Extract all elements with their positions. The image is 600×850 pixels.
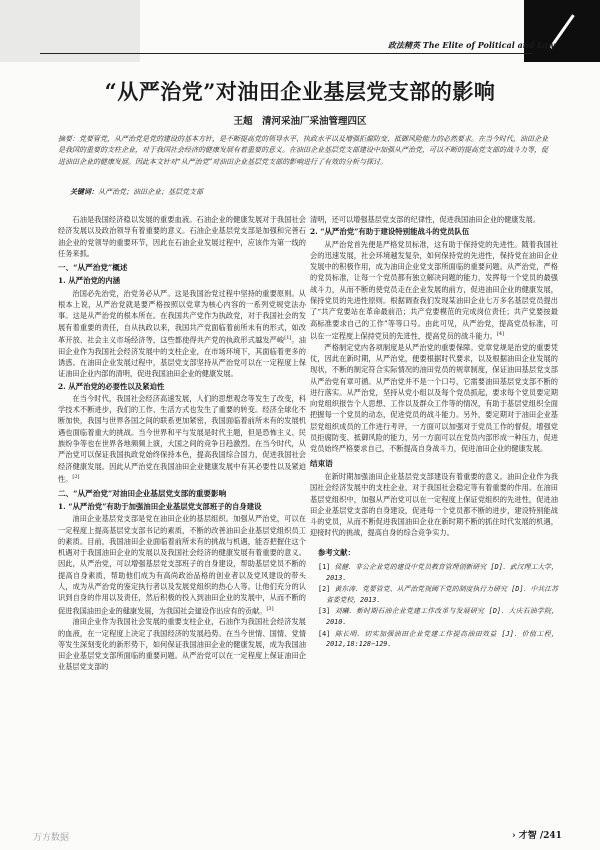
source-watermark: 万方数据 (33, 833, 70, 843)
paragraph-1-1-text-cont: 。油田企业作为我国社会经济发展中的支柱企业，在市场环境下，其面临着更多的诱惑。在油田企业发展过程中，基层党支部坚持从严治党可以在一定程度上保证油田企业内部的清明，促进我国油田企业的健康发展。 (58, 335, 306, 379)
citation-1: [1] (284, 334, 292, 341)
paragraph-2-1 (58, 513, 306, 616)
keywords (70, 187, 203, 197)
reference-item: [1] 侯健．非公企业党的建设中党员教育管理创新研究 [D]．武汉理工大学，2013. (318, 563, 558, 582)
left-column (58, 214, 306, 673)
citation-3: [3] (266, 605, 274, 612)
header-rule (40, 53, 532, 54)
paragraph-2-1b: 油田企业作为我国社会发展的重要支柱企业，石油作为我国社会经济发展的血液，在一定程度上决定了我国经济的发展趋势。在当今世情、国情、党情等发生深刻变化的新形势下，如何保证我国油田企业的健康发展，成为我国油田企业基层党支部所面临的重要问题。从严治党可以在一定程度上保证油田企业基层党支部的 (58, 617, 306, 672)
paragraph-1-1 (58, 288, 306, 380)
subsection-heading-1-2: 2. 从严治党的必要性以及紧迫性 (58, 381, 165, 391)
subsection-heading-2-1: 1. “从严治党”有助于加强油田企业基层党支部班子的自身建设 (58, 501, 262, 511)
paragraph-1-2-text: 在当今时代，我国社会经济高速发展，人们的思想观念等发生了改变，科学技术不断进步，我们的工作、生活方式也发生了重要的转变。经济全球化不断加快，我国与世界各国之间的联系更加紧密，我国面临着前所未有的发展机遇也面临着重大的挑战。当今世界和平与发展是时代主题，但是恐怖主义、民族纷争等也在世界各地频频上演，大国之间的竞争日趋激烈。在当今时代，从严治党可以保证我国执政党始终保持本色，提高我国综合国力，促进我国社会经济健康发展。因此从严治党在我国油田企业健康发展中有其必要性以及紧迫性。 (58, 393, 306, 484)
paragraph-1-1-text: 治国必先治党，治党务必从严。这是我国治党过程中坚持的重要原则。从根本上说，从严治党就是要严格按照以党章为核心内容的一系列党规党法办事。这是从严治党的根本所在。在我国共产党作为执政党，对于我国社会的发展有着重要的责任，自从执政以来，我国共产党面临着前所未有的形式，如改革开放、社会主义市场经济等，这些都使得共产党的执政形式越发严峻 (58, 288, 306, 345)
paragraph-1-2 (58, 393, 306, 485)
conclusion-paragraph: 在新时期加强油田企业基层党支部建设有着重要的意义。油田企业作为我国社会经济发展中的支柱企业，对于我国社会稳定等有着重要的作用。在油田基层党组织中，加强从严治党可以在一定程度上保证党组织的先进性，促进油田企业基层党支部的自身建设，促进每一个党员都不断的进步，建设特别能战斗的党员，从而不断促进我国油田企业在新时期不断的抓住时代发展的机遇，迎接时代的挑战，提高自身的综合竞争实力。 (310, 471, 558, 538)
paragraph-2-1-text: 油田企业基层党支部是党在油田企业的基层组织。加强从严治党，可以在一定程度上提高基层党支部书记的素质，不断的改善油田企业基层党组织员工的素质。目前，我国油田企业面临着前所未有的挑战与机遇，能否把握住这个机遇对于我国油田企业的发展以及我国社会经济的健康发展有着重要的意义。因此，从严治党，可以增强基层党支部班子的自身建设，帮助基层党员不断的提高自身素质，帮助他们成为有高尚政治品格的创业者以及党风建设的带头人，成为从严治党的鉴定执行者以及发展党组织的热心人等。让他们充分的认识到自身的作用以及责任，然后积极的投入到油田企业的发展中，从而不断的促进我国油田企业的健康发展，为我国社会建设作出应有的贡献。 (58, 514, 306, 615)
subsection-heading-1-1: 1. 从严治党的内涵 (58, 276, 121, 286)
reference-item: [4] 陈长明．切实加强油田企业党建工作提高油田效益 [J]．价值工程，2012,18:128−129. (318, 629, 559, 649)
journal-section-label: 政法精英 The Elite of Political and Law (388, 40, 555, 50)
page-number: › 才智 /241 (512, 831, 562, 841)
paragraph-2-2-text: 从严治党首先便是严格党员标准，这有助于保持党的先进性。随着我国社会的迅速发展，社会环境越发复杂，如何保持党的先进性，保持党在油田企业发展中的积极作用，成为油田企业党支部所面临的重要问题。从严治党，严格的党员标准，让每一个党员都有独立解决问题的能力，发挥每一个党员的最强战斗力，从而不断的使党员走在企业发展的前方，促进油田企业的健康发展，保持党员的先进性原则。根据调查我们发现某油田企业七万多名基层党员提出了“共产党要站在革命最前沿；共产党要模范的完成岗位责任；共产党要按最高标准要求自己的工作”等等口号。由此可见，从严治党，提高党员标准，可以在一定程度上保持党员的先进性，提高党员的战斗能力。 (310, 239, 558, 341)
paragraph-2-1b-continued: 清明，还可以增强基层党支部的纪律性，促进我国油田企业的健康发展。 (310, 215, 541, 224)
section-heading-2: 二、“从严治党”对油田企业基层党支部的重要影响 (58, 488, 227, 498)
subsection-heading-2-2: 2. “从严治党”有助于建设特别能战斗的党员队伍 (310, 227, 470, 237)
citation-4: [4] (496, 330, 504, 337)
reference-item: [2] 黄东涛．党要管党、从严治党视阈下党的制度执行力研究 [D]．中共江苏省委党校，2013. (318, 585, 558, 604)
keywords-label: 关键词： (70, 187, 98, 196)
corner-tab (524, 0, 600, 62)
intro-paragraph: 石油是我国经济稳以发展的重要血液。石油企业的健康发展对于我国社会经济发展以及政治领导有着重要的意义。石油企业基层党支部是加强和完善石油企业的党领导的重要环节，因此在石油企业发展过程中，应该作为第一线的任务来抓。 (58, 215, 306, 258)
paragraph-2-2 (310, 239, 558, 342)
right-column (310, 214, 558, 651)
reference-item: [3] 刘曦．新时期石油企业党建工作改革与发展研究 [D]．大庆石油学院，2010. (318, 607, 558, 626)
keywords-text: 从严治党；油田企业；基层党支部 (98, 188, 203, 196)
conclusion-heading: 结束语 (310, 458, 333, 468)
abstract: 摘要：党要管党，从严治党是党的建设的基本方针，是不断提高党的领导水平、执政水平以及增强拒腐防变、抵御风险能力的必然要求。在当今时代，油田企业是我国的重要的支柱企业，对于我国社会经济的健康发展有着重要的意义。在油田企业基层党支部建设中加强从严治党，可以不断的提高党支部的战斗力等，促进油田企业的健康发展。因此本文针对“从严治党”对油田企业基层党支部的影响进行了有效的分析与探讨。 (58, 135, 548, 166)
author-byline: 王超 清河采油厂采油管理四区 (233, 116, 367, 127)
paragraph-2-2b: 严格制定党内各项制度是从严治党的重要保障。党章党规是治党的重要凭仗，因此在新时期，从严治党，便要根据时代要求，以及根据油田企业发展的现状，不断的制定符合实际情况的油田党员的规章制度，保证油田基层党支部从严治党有章可循。从严治党并不是一个口号，它需要油田基层党支部不断的进行落实。从严治党，坚持从党小组以及每个党员抓起，要求每个党员要定期向党组织报告个人思想、工作以及群众工作等的情况，有助于基层党组织全面把握每一个党员的动态，促进党员的战斗能力。另外，要定期对于油田企业基层党组织成员的工作进行考评，一方面可以加强对于党员工作的督促，增强党员拒腐防变、抵御风险的能力，另一方面可以在党员内部形成一种压力，促进党员始终严格要求自己，不断提高自身战斗力，促进油田企业的健康发展。 (310, 342, 558, 454)
references-heading: 参考文献： (318, 547, 355, 557)
citation-2: [2] (72, 473, 80, 480)
section-heading-1: 一、“从严治党”概述 (58, 263, 128, 273)
article-title: “从严治党”对油田企业基层党支部的影响 (104, 79, 496, 104)
